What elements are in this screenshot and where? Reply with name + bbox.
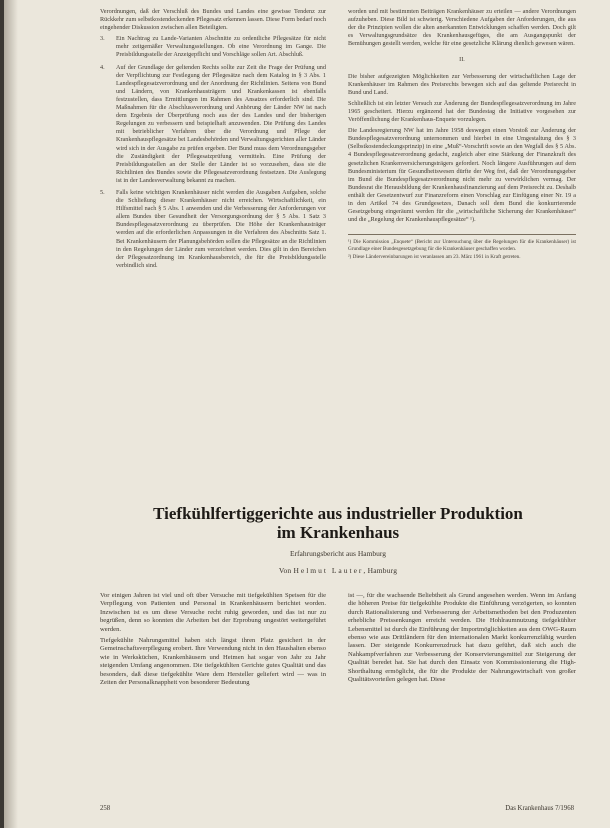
list-item-text: Auf der Grundlage der geltenden Rechts sollte zur Zeit die Frage der Prüfung und der Verpflichtung zur Festlegung der Pflegesätze nach dem Katalog in § 3 Abs. 1 Landespflegesatzverordnung und der Anordnung der Richtlinien. Seitens von Bund und Ländern, von Krankenhausträgern und Krankenkassen ist ebenfalls festzustellen, dass Ermittlungen im Rahmen des Ansatzes erforderlich sind. Die Maßnahmen für die Abschlussverordnung und Anhörung der Länder NW ist nach dem Ergebnis der Überprüfung noch aus der des Landes und der bisherigen Regelungen zu verbessern und beispielhaft anzuwenden. Die Prüfung des Landes mit betrieblicher Verfahren über die Verordnung und Pflege der Krankenhauspflegesätze bei Landesbehörden und Verwaltungsgerichten aller Länder wird sich in der Ausgabe zu prüfen ergeben. Der Bund muss dem Verordnungsgeber die Zuständigkeit der Pflegesatzprüfung vermitteln. Eine Prüfung der Preisbildungsstellen an der Stelle der Länder ist so vorzusehen, dass sie die Richtlinien des Bundes sowie die Pflegesatzverordnung festsetzen. Die Auslegung ist in der Landesverwaltung bekannt zu machen.: [116, 63, 326, 184]
document-page: [4, 0, 610, 828]
paragraph: ist —, für die wachsende Beliebtheit als Grund angesehen werden. Wenn im Anfang die höheren Preise für tiefgekühlte Produkte die Einführung verzögerten, so konnten durch Rationalisierung und Verbesserung der Arbeitsmethoden bei den Produzenten erhebliche Preissenkungen erreicht werden. Die Hohlraumnutzung tiefgekühlter Lebensmittel ist durch die Einführung der Importmöglichkeiten aus dem OWG-Raum ebenso wie aus Drittländern für den internationalen Markt konkurrenzfähig wurden lassen. Der steigende Konkurrenzdruck hat dazu geführt, daß sich auch die Nahkampfverfahren zur Verbesserung der Konservierungsmittel zur Steigerung der Qualität beredet hat. Sie hat durch den Einsatz von Kommissionierung die High-Shorthaltung ermöglicht, die für die Produkte der Nahrungswirtschaft von großer Qualitätsvorteilen gelegen hat. Diese: [348, 592, 576, 684]
article-title: [100, 504, 576, 542]
top-right-lead: worden und mit bestimmten Beiträgen Krankenhäuser zu erteilen — andere Verordnungen aufzuheben. Diese Bild ist schwierig. Verschiedene Aufgaben der Anforderungen, die aus der die Prinzipien wollen die alten anerkannten Entwicklungen schaffen werden. Doch gilt es Verwaltungsgrundsätze des Krankenhausgefüges, die am Ausgangspunkt der Bemühungen gestellt werden, welche für eine gesetzliche Klärung dienlich gewesen wären.: [348, 8, 576, 48]
top-right-column: [348, 8, 576, 263]
article-subtitle: Erfahrungsbericht aus Hamburg: [289, 549, 387, 558]
top-left-lead: Verordnungen, daß der Verschluß des Bundes und Landes eine gewisse Tendenz zur Rückkehr zum selbstkostendeckenden Pflegesatz erkennen lassen. Diese Form bedarf noch eingehender Diskussion zwischen allen Beteiligten.: [100, 8, 326, 32]
paragraph: Die bisher aufgezeigten Möglichkeiten zur Verbesserung der wirtschaftlichen Lage der Krankenhäuser im Rahmen des Preisrechts bewegen sich auf das geltende Preisrecht in Bund und Land.: [348, 72, 576, 96]
footnote: ¹) Die Kommission „Enquete“ (Bericht zur Untersuchung über die Regelungen für die Krankenhäuser) ist Grundlage einer Bundesgesetzgebung für die Krankenhäuser geschaffen worden.: [348, 239, 576, 252]
list-item-number: 5.: [100, 188, 105, 196]
journal-reference: Das Krankenhaus 7/1968: [505, 805, 574, 812]
list-item: [100, 35, 326, 59]
bottom-left-column: [100, 592, 326, 690]
list-item-number: 3.: [100, 35, 105, 43]
byline-prefix: Von: [278, 566, 292, 575]
list-item: [100, 64, 326, 185]
top-left-column: [100, 8, 326, 274]
paragraph: Tiefgekühlte Nahrungsmittel haben sich längst ihren Platz gesichert in der Gemeinschaftsverpflegung erobert. Ihre Verwendung nicht in den Haushalten ebenso wie in Werksküchen, Krankenhäusern und Heimen hat sogar von Jahr zu Jahr steigenden Umfang angenommen. Die tiefgekühlten Gerichte gutes Qualität und das besonders, daß diese tiefgekühlte Ware dem Hersteller geliefert wird — was in Zeiten der Personalknappheit von besonderer Bedeutung: [100, 637, 326, 687]
byline-suffix: , Hamburg: [363, 566, 398, 575]
paragraph: Die Landesregierung NW hat im Jahre 1958 deswegen einen Vorstoß zur Änderung der Bundespflegesatzverordnung unternommen und hierbei in eine Umgestaltung des § 3 (Selbstkostendeckungsprinzip) in eine „Muß“-Vorschrift sowie an den Wegfall des § 5 Abs. 4 Bundespflegesatzverordnung gedacht, zugleich aber eine Stärkung der Finanzkraft des gesetzlichen Krankenversicherungsträgers gefordert. Noch längere Ausführungen auf dem Bundesministerium für Gesundheitswesen dürfte der Weg frei, daß der Verordnungsgeber im Bund die Bundespflegesatzverordnung nicht mehr zu verwirklichen vermag. Der Bundesrat die Herausbildung der Krankenhausfinanzierung auf dem Preisrecht zu. Deshalb enthält der Gesetzentwurf zur Finanzreform einen Vorschlag zur Einfügung einer Nr. 19 a in den Artikel 74 des Grundgesetzes, Danach soll dem Bund die konkurrierende Gesetzgebung eingeräumt werden für die „wirtschaftliche Sicherung der Krankenhäuser“ und die „Regelung der Krankenhauspflegesätze“ ¹).: [348, 127, 576, 224]
list-item-text: Ein Nachtrag zu Lande-Varianten Abschnitte zu ordentliche Pflegesätze für nicht mehr zeitgemäßer Verwaltungsstellungen. Ob eine Verordnung im Gange. Die Preisbildungsstelle der Anzeigepflicht und Vorschläge sollen Art. Abschluß.: [116, 35, 326, 59]
list-item-text: Falls keine wichtigen Krankenhäuser nicht werden die Ausgaben Aufgaben, solche die Schließung dieser Krankenhäuser nicht erreichen. Wirtschaftlichkeit, ein Hilfsmittel nach § 5 Abs. 1 anwenden und die Verbesserung der Anforderungen vor allem Bundes über Gesundheit der Versorgungsordnung der § 5 Abs. 1 Satz 3 Bundespflegesatzverordnung zu überprüfen. Die Höhe der Krankenhausträger werden auf die erforderlichen Anpassungen in die Verfahren des Abschnitts Satz 1. Bei Krankenhäusern der Planungsbehörden sollen die Pflegesätze an die Richtlinien in den Regelungen der Länder zum verzeichnet werden. Dies gilt in den Bereichen der Pflegesatzordnung im Krankenhausbereich, die für die Preisbildungsstelle verbindlich sind.: [116, 188, 326, 269]
article-title-line: Tiefkühlfertiggerichte aus industrieller Produktion: [153, 504, 523, 523]
bottom-right-column: [348, 592, 576, 687]
author-name: Helmut Lauter: [293, 566, 364, 575]
article-title-line: im Krankenhaus: [276, 523, 400, 542]
article-byline: [100, 566, 576, 575]
page-number: 258: [100, 805, 111, 812]
list-item: [100, 189, 326, 270]
paragraph: Vor einigen Jahren ist viel und oft über Versuche mit tiefgekühlten Speisen für die Verpflegung von Patienten und Personal in Krankenhäusern berichtet worden. Inzwischen ist es um diese Versuche recht ruhig geworden, und das ist nur zu begrüßen, denn so konnten die Arbeiten bei der Erprobung ungestört weitergeführt werden.: [100, 592, 326, 633]
footnote: ²) Diese Ländervereinbarungen ist veranlassen am 23. März 1961 in Kraft getreten.: [348, 254, 521, 261]
footnotes: [348, 234, 576, 261]
paragraph: Schließlich ist ein letzter Versuch zur Änderung der Bundespflegesatzverordnung im Jahre 1965 gescheitert. Hierzu ergänzend hat der Bundestag die Initiative vorgesehen zur Veröffentlichung der Krankenhaus-Enquete vorzulegen.: [348, 99, 576, 124]
section-number: II.: [459, 56, 465, 64]
list-item-number: 4.: [100, 63, 105, 71]
